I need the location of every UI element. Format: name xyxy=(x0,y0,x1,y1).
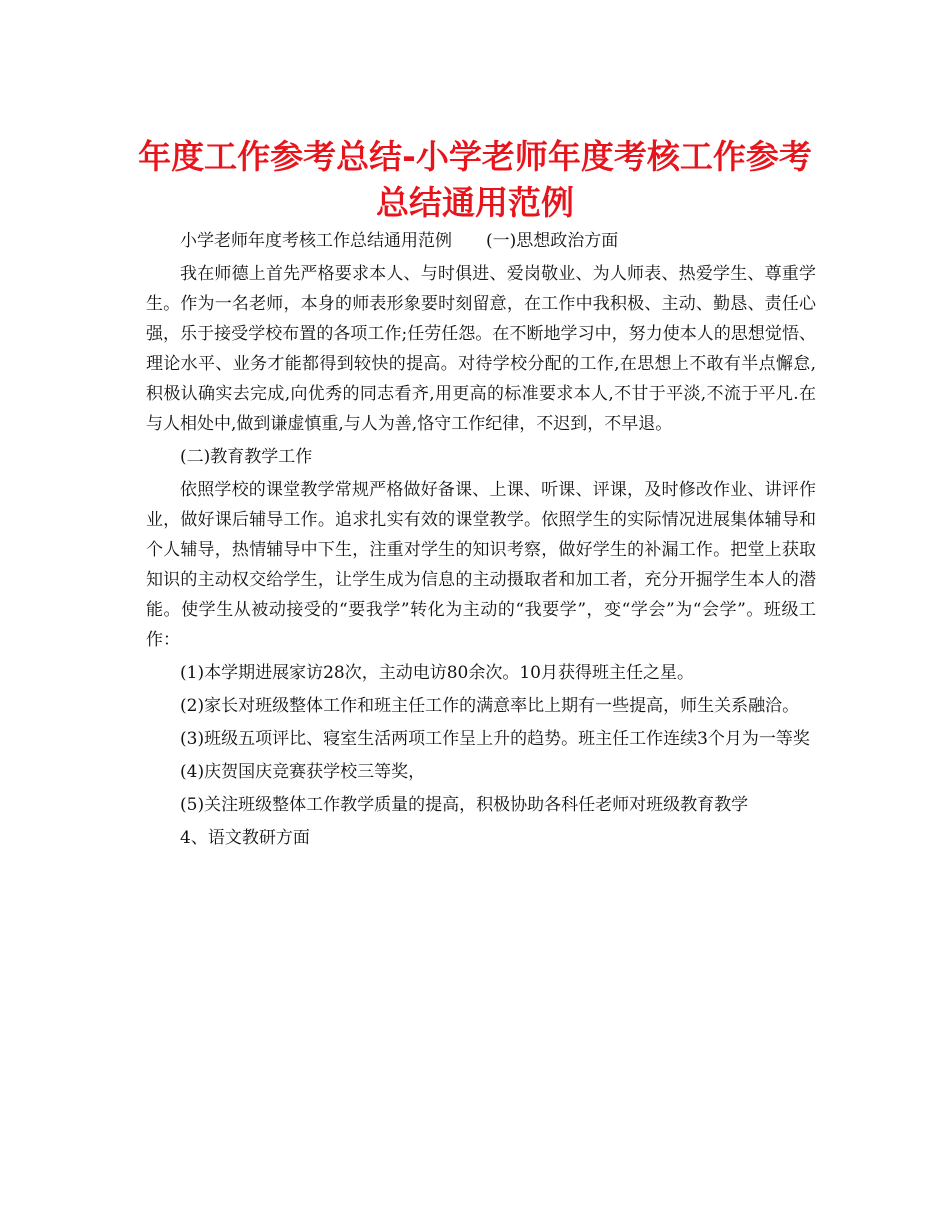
document-body xyxy=(146,226,816,856)
list-item-3: (3)班级五项评比、寝室生活两项工作呈上升的趋势。班主任工作连续3个月为一等奖 xyxy=(180,729,810,749)
paragraph-teaching: 依照学校的课堂教学常规严格做好备课、上课、听课、评课，及时修改作业、讲评作业，做好课后辅导工作。追求扎实有效的课堂教学。依照学生的实际情况进展集体辅导和个人辅导，热情辅导中下生，注重对学生的知识考察，做好学生的补漏工作。把堂上获取知识的主动权交给学生，让学生成为信息的主动摄取者和加工者，充分开掘学生本人的潜能。使学生从被动接受的“要我学”转化为主动的“我要学”，变“学会”为“会学”。班级工作： xyxy=(146,480,816,650)
heading-teaching: (二)教育教学工作 xyxy=(180,447,313,467)
heading-chinese-research: 4、语文教研方面 xyxy=(180,828,310,848)
paragraph-intro: 小学老师年度考核工作总结通用范例 (一)思想政治方面 xyxy=(180,231,619,251)
document-title xyxy=(100,134,850,226)
list-item-4: (4)庆贺国庆竞赛获学校三等奖， xyxy=(180,762,426,782)
paragraph-political: 我在师德上首先严格要求本人、与时俱进、爱岗敬业、为人师表、热爱学生、尊重学生。作为一名老师，本身的师表形象要时刻留意，在工作中我积极、主动、勤恳、责任心强，乐于接受学校布置的各项工作;任劳任怨。在不断地学习中，努力使本人的思想觉悟、理论水平、业务才能都得到较快的提高。对待学校分配的工作,在思想上不敢有半点懈怠,积极认确实去完成,向优秀的同志看齐,用更高的标准要求本人,不甘于平淡,不流于平凡.在与人相处中,做到谦虚慎重,与人为善,恪守工作纪律，不迟到，不早退。 xyxy=(146,264,816,434)
list-item-5: (5)关注班级整体工作教学质量的提高，积极协助各科任老师对班级教育教学 xyxy=(180,795,749,815)
title-line-1: 年度工作参考总结-小学老师年度考核工作参考 xyxy=(138,137,812,176)
list-item-1: (1)本学期进展家访28次，主动电访80余次。10月获得班主任之星。 xyxy=(180,663,694,683)
title-line-2: 总结通用范例 xyxy=(376,183,574,222)
list-item-2: (2)家长对班级整体工作和班主任工作的满意率比上期有一些提高，师生关系融洽。 xyxy=(180,696,800,716)
